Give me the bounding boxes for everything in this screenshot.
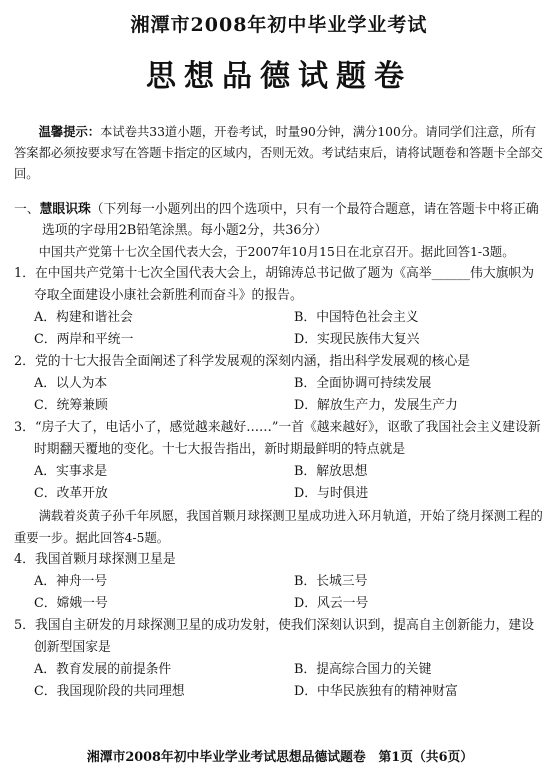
page-footer: 湘潭市2008年初中毕业学业考试思想品德试题卷 第1页（共6页） [86,750,474,765]
exam-subtitle: 思想品德试题卷 [146,59,412,94]
section-1-heading [14,199,544,241]
section-instructions: （下列每一小题列出的四个选项中，只有一个最符合题意，请在答题卡中将正确选项的字母用2B铅笔涂黑。每小题2分，共36分） [42,202,539,238]
option-c: C．我国现阶段的共同理想 [34,684,185,699]
option-c: C．统筹兼顾 [34,398,108,413]
question-2: 2．党的十七大报告全面阐述了科学发展观的深刻内涵，指出科学发展观的核心是 [14,354,471,369]
question-4-options [34,571,544,615]
option-c: C．两岸和平统一 [34,332,134,347]
option-b: B．长城三号 [294,574,368,589]
question-3: 3．“房子大了，电话小了，感觉越来越好……”一首《越来越好》，讴歌了我国社会主义建设新时期翻天覆地的变化。十七大报告指出，新时期最鲜明的特点就是 [14,420,541,457]
intro-q4-5: 满载着炎黄子孙千年夙愿，我国首颗月球探测卫星成功进入环月轨道，开始了绕月探测工程的重要一步。据此回答4-5题。 [14,509,543,545]
reminder-paragraph [14,121,544,185]
option-d: D．风云一号 [294,596,369,611]
option-a: A．神舟一号 [34,574,108,589]
option-a: A．构建和谐社会 [34,310,133,325]
question-1: 1．在中国共产党第十七次全国代表大会上，胡锦涛总书记做了题为《高举______伟大旗帜为夺取全面建设小康社会新胜利而奋斗》的报告。 [14,266,535,303]
exam-title: 湘潭市2008年初中毕业学业考试 [130,14,428,36]
option-d: D．中华民族独有的精神财富 [294,684,458,699]
question-1-options [34,307,544,351]
option-c: C．嫦娥一号 [34,596,108,611]
question-4: 4．我国首颗月球探测卫星是 [14,552,176,567]
option-b: B．提高综合国力的关键 [294,662,432,677]
question-5: 5．我国自主研发的月球探测卫星的成功发射，使我们深刻认识到，提高自主创新能力，建设创新型国家是 [14,618,535,655]
option-d: D．与时俱进 [294,486,369,501]
reminder-text: 本试卷共33道小题，开卷考试，时量90分钟，满分100分。请同学们注意，所有答案都必须按要求写在答题卡指定的区域内，否则无效。考试结束后，请将试题卷和答题卡全部交回。 [14,125,543,181]
option-d: D．解放生产力，发展生产力 [294,398,458,413]
option-a: A．实事求是 [34,464,108,479]
section-name: 慧眼识珠 [39,202,91,217]
intro-q1-3: 中国共产党第十七次全国代表大会，于2007年10月15日在北京召开。据此回答1-3题。 [38,245,515,259]
question-2-options [34,373,544,417]
section-number: 一、 [14,202,40,217]
option-a: A．以人为本 [34,376,108,391]
option-c: C．改革开放 [34,486,108,501]
option-b: B．中国特色社会主义 [294,310,419,325]
question-3-options [34,461,544,505]
option-a: A．教育发展的前提条件 [34,662,172,677]
option-d: D．实现民族伟大复兴 [294,332,420,347]
option-b: B．解放思想 [294,464,368,479]
question-5-options [34,659,544,703]
reminder-label: 温馨提示： [38,124,101,139]
option-b: B．全面协调可持续发展 [294,376,432,391]
